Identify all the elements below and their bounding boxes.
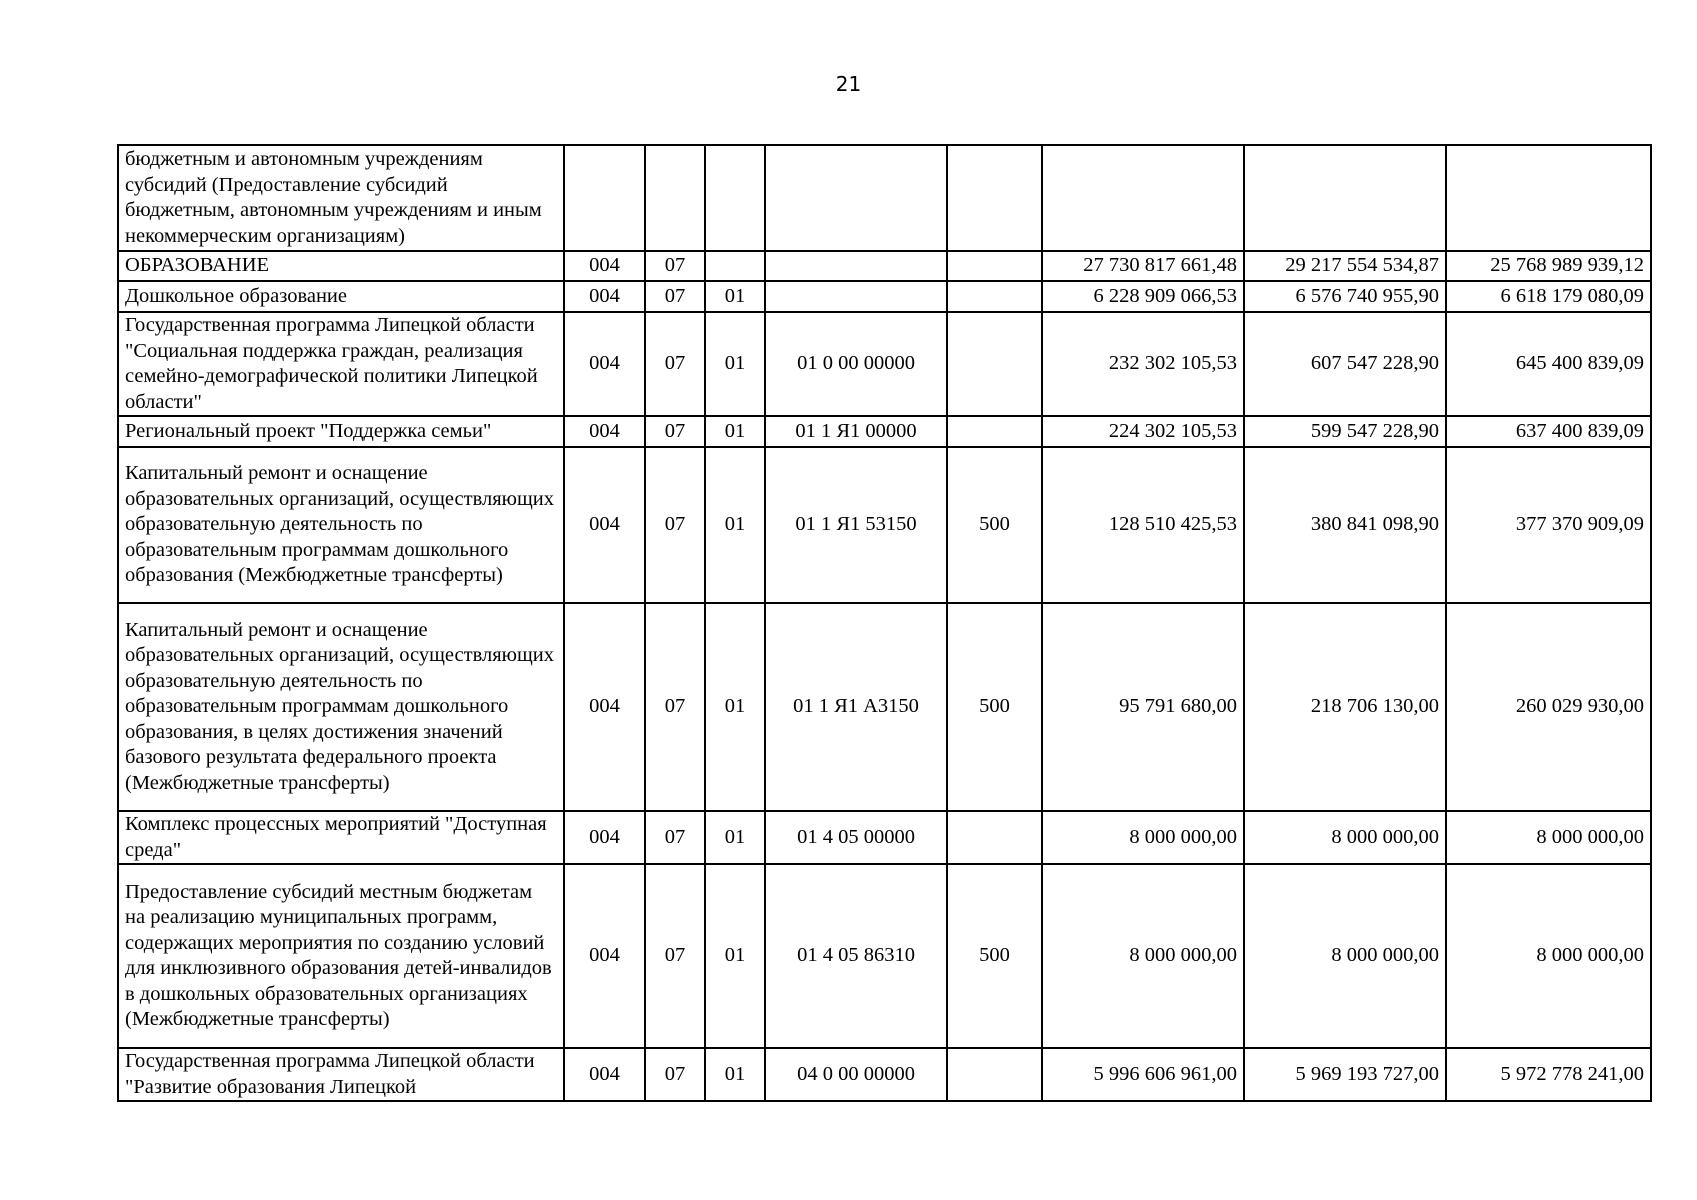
row-name: Капитальный ремонт и оснащение образовательных организаций, осуществляющих образовательную деятельность по образовательным программам дошкольного образования, в целях достижения значений базового результата федерального проекта (Межбюджетные трансферты)	[118, 603, 564, 811]
row-subsection: 01	[705, 603, 765, 811]
row-amount-year2: 380 841 098,90	[1244, 447, 1446, 603]
row-amount-year3: 8 000 000,00	[1446, 864, 1651, 1048]
row-amount-year3: 377 370 909,09	[1446, 447, 1651, 603]
row-name: Предоставление субсидий местным бюджетам на реализацию муниципальных программ, содержащих мероприятия по созданию условий для инклюзивного образования детей-инвалидов в дошкольных образовательных организациях (Межбюджетные трансферты)	[118, 864, 564, 1048]
table-row	[118, 251, 1651, 281]
row-name: Дошкольное образование	[118, 281, 564, 312]
table-row	[118, 603, 1651, 811]
row-amount-year3: 6 618 179 080,09	[1446, 281, 1651, 312]
row-section	[645, 145, 705, 251]
row-amount-year1	[1042, 145, 1244, 251]
row-grbs: 004	[564, 281, 645, 312]
row-grbs: 004	[564, 603, 645, 811]
row-expense-type	[947, 416, 1042, 447]
row-amount-year1: 6 228 909 066,53	[1042, 281, 1244, 312]
row-amount-year2: 8 000 000,00	[1244, 864, 1446, 1048]
row-subsection	[705, 145, 765, 251]
row-subsection: 01	[705, 281, 765, 312]
row-section: 07	[645, 603, 705, 811]
table-row	[118, 447, 1651, 603]
row-grbs: 004	[564, 811, 645, 864]
row-section: 07	[645, 1048, 705, 1101]
row-section: 07	[645, 312, 705, 416]
row-amount-year3: 260 029 930,00	[1446, 603, 1651, 811]
row-amount-year2	[1244, 145, 1446, 251]
row-amount-year1: 5 996 606 961,00	[1042, 1048, 1244, 1101]
row-section: 07	[645, 811, 705, 864]
row-amount-year2: 607 547 228,90	[1244, 312, 1446, 416]
row-amount-year2: 218 706 130,00	[1244, 603, 1446, 811]
row-name: Капитальный ремонт и оснащение образовательных организаций, осуществляющих образовательную деятельность по образовательным программам дошкольного образования (Межбюджетные трансферты)	[118, 447, 564, 603]
row-section: 07	[645, 447, 705, 603]
row-amount-year2: 5 969 193 727,00	[1244, 1048, 1446, 1101]
table-row	[118, 145, 1651, 251]
row-grbs	[564, 145, 645, 251]
row-amount-year3: 25 768 989 939,12	[1446, 251, 1651, 281]
table-row	[118, 811, 1651, 864]
row-target-article: 01 4 05 00000	[765, 811, 947, 864]
row-amount-year3: 645 400 839,09	[1446, 312, 1651, 416]
row-name: Региональный проект "Поддержка семьи"	[118, 416, 564, 447]
row-expense-type	[947, 281, 1042, 312]
table-row	[118, 281, 1651, 312]
row-target-article	[765, 281, 947, 312]
row-expense-type	[947, 1048, 1042, 1101]
row-subsection: 01	[705, 864, 765, 1048]
row-name: бюджетным и автономным учреждениям субсидий (Предоставление субсидий бюджетным, автономным учреждениям и иным некоммерческим организациям)	[118, 145, 564, 251]
table-row	[118, 416, 1651, 447]
row-target-article	[765, 145, 947, 251]
row-grbs: 004	[564, 864, 645, 1048]
table-row	[118, 864, 1651, 1048]
row-expense-type	[947, 251, 1042, 281]
row-section: 07	[645, 864, 705, 1048]
row-grbs: 004	[564, 312, 645, 416]
row-target-article: 01 0 00 00000	[765, 312, 947, 416]
row-amount-year2: 29 217 554 534,87	[1244, 251, 1446, 281]
row-amount-year3: 8 000 000,00	[1446, 811, 1651, 864]
row-subsection: 01	[705, 447, 765, 603]
row-amount-year1: 128 510 425,53	[1042, 447, 1244, 603]
budget-table	[117, 144, 1652, 1102]
row-name: Государственная программа Липецкой области "Социальная поддержка граждан, реализация семейно-демографической политики Липецкой области"	[118, 312, 564, 416]
row-subsection: 01	[705, 312, 765, 416]
row-expense-type: 500	[947, 864, 1042, 1048]
row-amount-year1: 8 000 000,00	[1042, 864, 1244, 1048]
row-grbs: 004	[564, 251, 645, 281]
row-expense-type	[947, 145, 1042, 251]
row-grbs: 004	[564, 416, 645, 447]
row-amount-year1: 8 000 000,00	[1042, 811, 1244, 864]
row-subsection	[705, 251, 765, 281]
row-amount-year3: 637 400 839,09	[1446, 416, 1651, 447]
row-amount-year2: 599 547 228,90	[1244, 416, 1446, 447]
row-target-article: 01 1 Я1 А3150	[765, 603, 947, 811]
row-amount-year2: 8 000 000,00	[1244, 811, 1446, 864]
row-name: ОБРАЗОВАНИЕ	[118, 251, 564, 281]
row-amount-year1: 224 302 105,53	[1042, 416, 1244, 447]
row-name: Комплекс процессных мероприятий "Доступная среда"	[118, 811, 564, 864]
table-row	[118, 1048, 1651, 1101]
row-expense-type	[947, 811, 1042, 864]
table-row	[118, 312, 1651, 416]
row-expense-type: 500	[947, 447, 1042, 603]
row-name: Государственная программа Липецкой области "Развитие образования Липецкой	[118, 1048, 564, 1101]
row-target-article: 01 1 Я1 53150	[765, 447, 947, 603]
row-section: 07	[645, 416, 705, 447]
row-expense-type	[947, 312, 1042, 416]
row-amount-year3: 5 972 778 241,00	[1446, 1048, 1651, 1101]
row-amount-year1: 95 791 680,00	[1042, 603, 1244, 811]
row-amount-year2: 6 576 740 955,90	[1244, 281, 1446, 312]
row-grbs: 004	[564, 447, 645, 603]
row-grbs: 004	[564, 1048, 645, 1101]
row-amount-year1: 232 302 105,53	[1042, 312, 1244, 416]
row-subsection: 01	[705, 1048, 765, 1101]
row-amount-year1: 27 730 817 661,48	[1042, 251, 1244, 281]
row-subsection: 01	[705, 416, 765, 447]
row-amount-year3	[1446, 145, 1651, 251]
row-section: 07	[645, 281, 705, 312]
row-expense-type: 500	[947, 603, 1042, 811]
row-target-article: 04 0 00 00000	[765, 1048, 947, 1101]
row-subsection: 01	[705, 811, 765, 864]
row-target-article	[765, 251, 947, 281]
row-target-article: 01 1 Я1 00000	[765, 416, 947, 447]
page-number: 21	[835, 72, 862, 96]
row-target-article: 01 4 05 86310	[765, 864, 947, 1048]
row-section: 07	[645, 251, 705, 281]
